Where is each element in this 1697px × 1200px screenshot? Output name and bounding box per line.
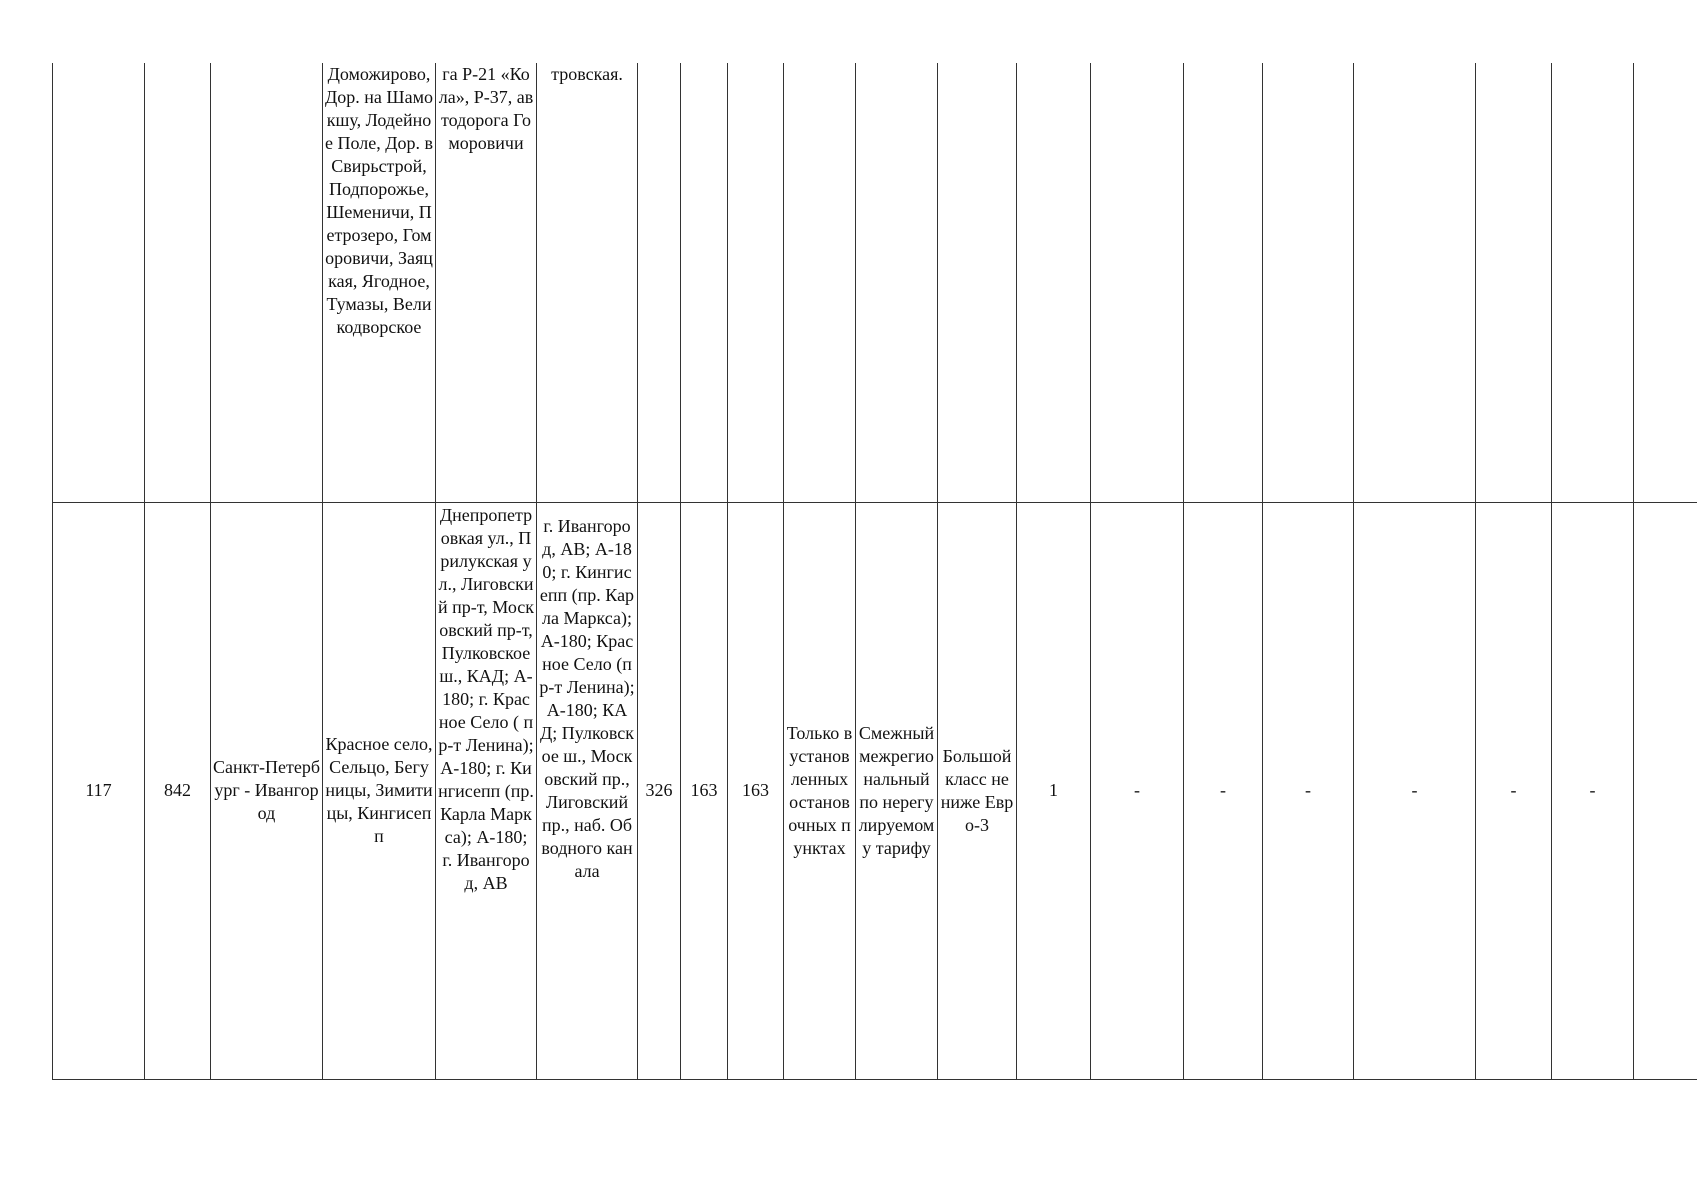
table-cell: Смежный межрегиональный по нерегулируемому тарифу bbox=[856, 502, 938, 1079]
table-cell: Красное село, Сельцо, Бегуницы, Зимитицы, Кингисепп bbox=[323, 502, 436, 1079]
table-row bbox=[53, 502, 1697, 1079]
table-cell: Санкт-Петербург - Ивангород bbox=[211, 502, 323, 1079]
table-cell bbox=[638, 63, 681, 502]
table-cell: - bbox=[1552, 502, 1634, 1079]
table-cell: га Р-21 «Кола», Р-37, автодорога Гоморовичи bbox=[436, 63, 537, 502]
table-cell: 117 bbox=[53, 502, 145, 1079]
table-cell bbox=[856, 63, 938, 502]
routes-table bbox=[52, 63, 1697, 1080]
table-cell bbox=[1017, 63, 1091, 502]
table-cell: 842 bbox=[145, 502, 211, 1079]
table-cell bbox=[1091, 63, 1184, 502]
table-cell bbox=[1476, 63, 1552, 502]
table-cell bbox=[938, 63, 1017, 502]
table-cell bbox=[211, 63, 323, 502]
table-cell bbox=[1552, 63, 1634, 502]
table-cell bbox=[53, 63, 145, 502]
table-cell bbox=[1634, 63, 1697, 502]
table-cell: 163 bbox=[681, 502, 728, 1079]
table-cell: Большой класс не ниже Евро-3 bbox=[938, 502, 1017, 1079]
table-cell bbox=[1634, 502, 1697, 1079]
table-cell bbox=[1263, 63, 1354, 502]
table-row bbox=[53, 63, 1697, 502]
table-cell: Днепропетровкая ул., Прилукская ул., Лиговский пр-т, Московский пр-т, Пулковское ш., КАД; А-180; г. Красное Село ( пр-т Ленина); А-180; г. Кингисепп (пр. Карла Маркса); А-180; г. Ивангород, АВ bbox=[436, 502, 537, 1079]
table-cell: тровская. bbox=[537, 63, 638, 502]
table-cell bbox=[681, 63, 728, 502]
table-cell: г. Ивангород, АВ; А-180; г. Кингисепп (пр. Карла Маркса); А-180; Красное Село (пр-т Ленина); А-180; КАД; Пулковское ш., Московский пр., Лиговский пр., наб. Обводного канала bbox=[537, 502, 638, 1079]
table-cell: - bbox=[1091, 502, 1184, 1079]
table-cell: - bbox=[1476, 502, 1552, 1079]
table-cell: - bbox=[1184, 502, 1263, 1079]
table-cell bbox=[1184, 63, 1263, 502]
table-cell: Только в установленных остановочных пунктах bbox=[784, 502, 856, 1079]
table-cell bbox=[145, 63, 211, 502]
table-cell bbox=[1354, 63, 1476, 502]
table-cell: Доможирово, Дор. на Шамокшу, Лодейное Поле, Дор. в Свирьстрой, Подпорожье, Шеменичи, Петрозеро, Гоморовичи, Заяцкая, Ягодное, Тумазы, Великодворское bbox=[323, 63, 436, 502]
table-cell: 326 bbox=[638, 502, 681, 1079]
table-cell bbox=[784, 63, 856, 502]
table-cell: - bbox=[1263, 502, 1354, 1079]
table-cell: - bbox=[1354, 502, 1476, 1079]
table-cell: 1 bbox=[1017, 502, 1091, 1079]
table-cell bbox=[728, 63, 784, 502]
table-cell: 163 bbox=[728, 502, 784, 1079]
